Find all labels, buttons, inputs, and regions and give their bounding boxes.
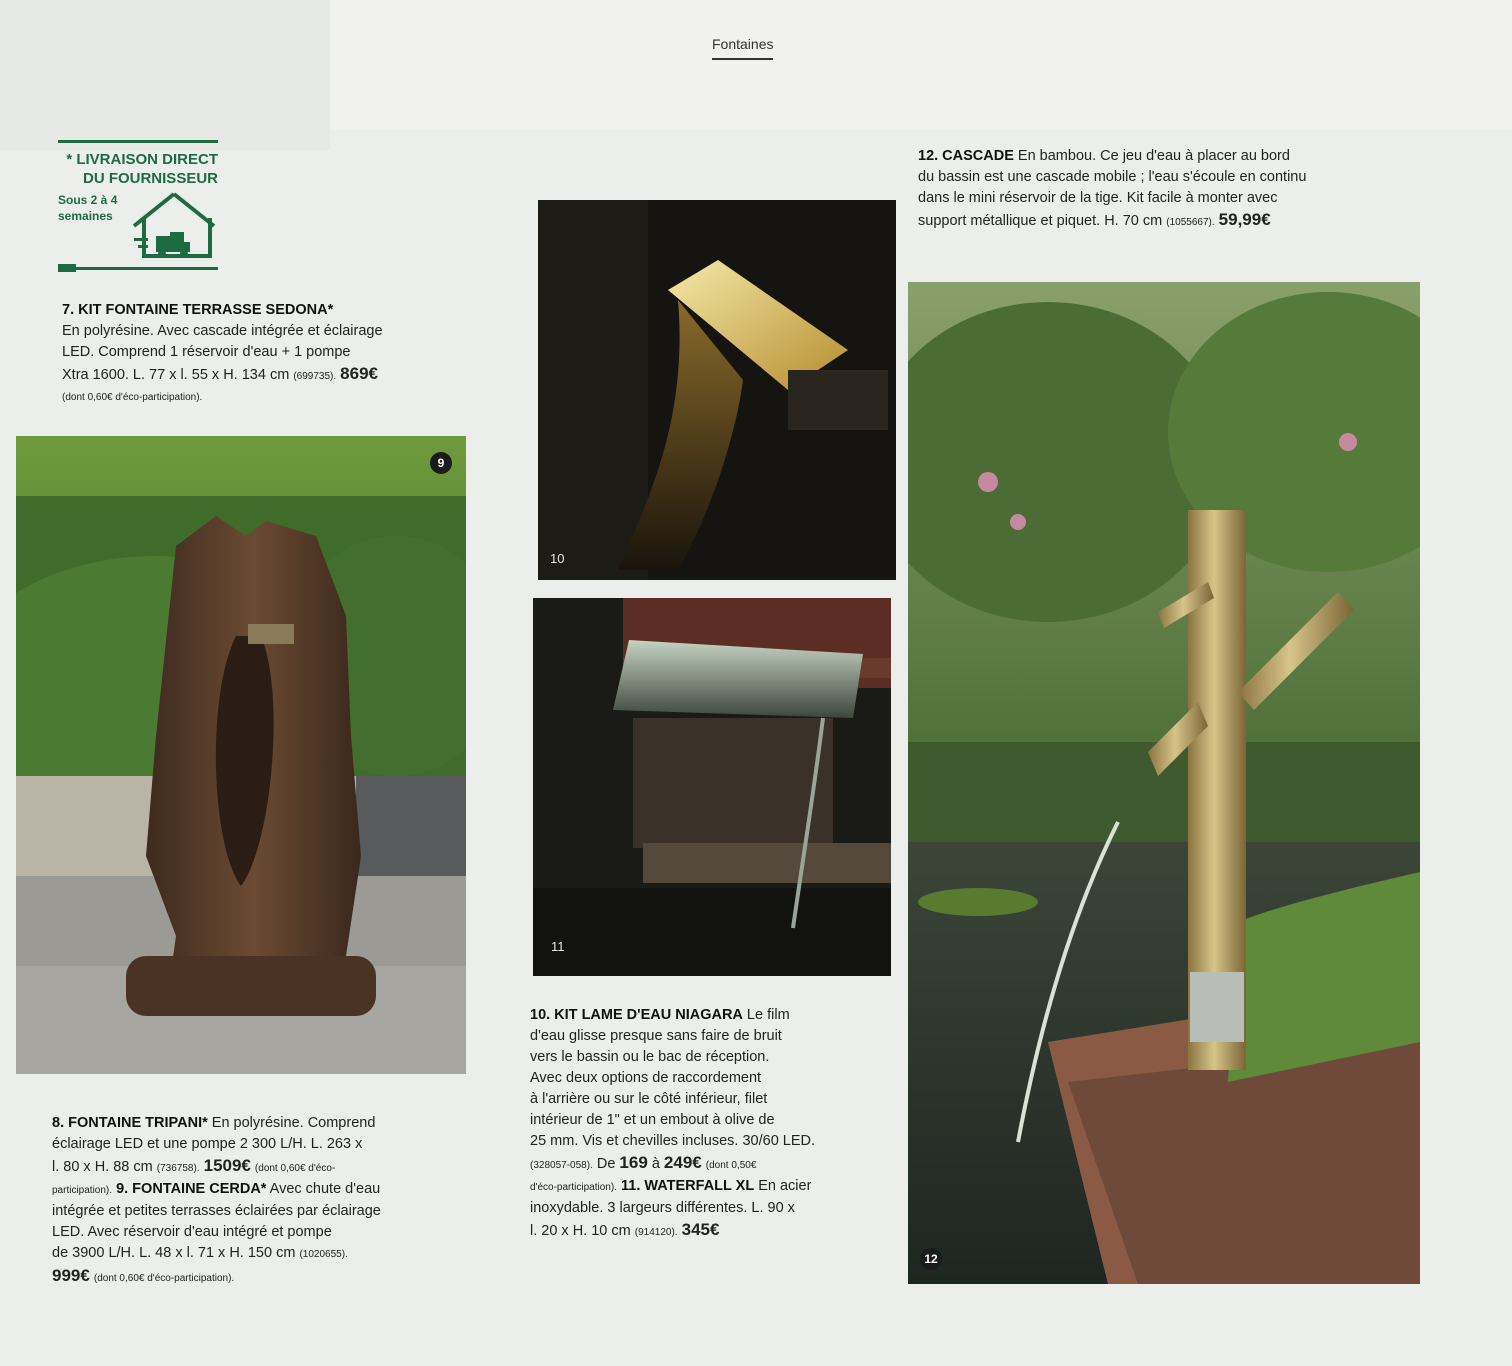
product-9-line2: intégrée et petites terrasses éclairées par éclairage bbox=[52, 1203, 381, 1219]
product-8-eco-part2: participation). bbox=[52, 1185, 113, 1196]
product-9-ref: (1020655). bbox=[299, 1249, 348, 1260]
product-9-line4: de 3900 L/H. L. 48 x l. 71 x H. 150 cm bbox=[52, 1245, 296, 1261]
product-9-line1: Avec chute d'eau bbox=[266, 1181, 381, 1197]
photo-11-illustration bbox=[533, 598, 891, 976]
delivery-delay-line1: Sous 2 à 4 bbox=[58, 193, 118, 207]
product-11-line3: l. 20 x H. 10 cm bbox=[530, 1223, 631, 1239]
product-9-heading: 9. FONTAINE CERDA* bbox=[116, 1181, 267, 1197]
product-7-line1: En polyrésine. Avec cascade intégrée et éclairage bbox=[62, 323, 383, 339]
product-10-line4: Avec deux options de raccordement bbox=[530, 1070, 762, 1086]
product-8-eco-part1: (dont 0,60€ d'éco- bbox=[254, 1163, 336, 1174]
photo-cascade-bambou bbox=[908, 282, 1420, 1284]
product-12-heading: 12. CASCADE bbox=[918, 148, 1014, 164]
product-10-from: De bbox=[592, 1156, 620, 1172]
product-12-description bbox=[918, 146, 1398, 233]
product-8-line1: En polyrésine. Comprend bbox=[207, 1115, 376, 1131]
product-7-heading: 7. KIT FONTAINE TERRASSE SEDONA* bbox=[62, 302, 334, 318]
delivery-delay-line2: semaines bbox=[58, 209, 113, 223]
product-10-line5: à l'arrière ou sur le côté inférieur, filet bbox=[530, 1091, 768, 1107]
delivery-badge bbox=[58, 140, 218, 272]
delivery-title bbox=[46, 150, 218, 188]
badge-top-rule bbox=[58, 140, 218, 143]
delivery-truck-house-icon bbox=[130, 190, 218, 268]
product-10-heading: 10. KIT LAME D'EAU NIAGARA bbox=[530, 1007, 743, 1023]
product-11-ref: (914120). bbox=[634, 1227, 678, 1238]
product-10-line6: intérieur de 1" et un embout à olive de bbox=[530, 1112, 775, 1128]
product-8-line3: l. 80 x H. 88 cm bbox=[52, 1159, 153, 1175]
badge-road-line bbox=[58, 262, 218, 272]
delivery-title-line2: DU FOURNISSEUR bbox=[82, 170, 218, 187]
product-8-price: 1509€ bbox=[203, 1156, 251, 1175]
photo-11-number: 11 bbox=[551, 939, 565, 954]
product-12-line2: du bassin est une cascade mobile ; l'eau s'écoule en continu bbox=[918, 169, 1307, 185]
product-11-heading: 11. WATERFALL XL bbox=[620, 1178, 755, 1194]
product-11-line2: inoxydable. 3 largeurs différentes. L. 90 x bbox=[530, 1200, 795, 1216]
product-10-line7: 25 mm. Vis et chevilles incluses. 30/60 LED. bbox=[530, 1133, 816, 1149]
product-12-price: 59,99€ bbox=[1218, 210, 1271, 229]
photo-9-illustration bbox=[16, 436, 466, 1074]
product-10-line1: Le film bbox=[742, 1007, 790, 1023]
product-10-11-description bbox=[530, 1005, 880, 1243]
product-7-ref: (699735). bbox=[293, 371, 337, 382]
product-12-line4: support métallique et piquet. H. 70 cm bbox=[918, 213, 1163, 229]
product-9-line3: LED. Avec réservoir d'eau intégré et pompe bbox=[52, 1224, 332, 1240]
product-10-eco-part1: (dont 0,50€ bbox=[705, 1160, 757, 1171]
product-10-line2: d'eau glisse presque sans faire de bruit bbox=[530, 1028, 782, 1044]
product-8-line2: éclairage LED et une pompe 2 300 L/H. L. 263 x bbox=[52, 1136, 363, 1152]
product-8-heading: 8. FONTAINE TRIPANI* bbox=[52, 1115, 208, 1131]
photo-10-number: 10 bbox=[550, 551, 565, 566]
product-8-9-description bbox=[52, 1113, 472, 1289]
photo-waterfall-xl bbox=[533, 598, 891, 976]
product-10-to: à bbox=[647, 1156, 664, 1172]
photo-fontaine-cerda bbox=[16, 436, 466, 1074]
photo-kit-lame-eau-niagara bbox=[538, 200, 896, 580]
page-background-top bbox=[330, 0, 1512, 130]
photo-12-badge: 12 bbox=[920, 1248, 942, 1270]
product-10-ref: (328057-058). bbox=[530, 1160, 593, 1171]
product-10-line3: vers le bassin ou le bac de réception. bbox=[530, 1049, 770, 1065]
product-7-line2: LED. Comprend 1 réservoir d'eau + 1 pompe bbox=[62, 344, 351, 360]
product-7-eco: (dont 0,60€ d'éco-participation). bbox=[62, 392, 203, 403]
product-10-price-max: 249€ bbox=[663, 1153, 702, 1172]
photo-9-badge: 9 bbox=[430, 452, 452, 474]
photo-10-illustration bbox=[538, 200, 896, 580]
product-10-price-min: 169 bbox=[619, 1153, 648, 1172]
product-7-line3: Xtra 1600. L. 77 x l. 55 x H. 134 cm bbox=[62, 367, 290, 383]
product-9-eco: (dont 0,60€ d'éco-participation). bbox=[93, 1273, 235, 1284]
section-title: Fontaines bbox=[712, 36, 773, 60]
delivery-delay bbox=[58, 192, 138, 224]
product-12-ref: (1055667). bbox=[1166, 217, 1215, 228]
product-11-price: 345€ bbox=[681, 1220, 720, 1239]
product-12-line1: En bambou. Ce jeu d'eau à placer au bord bbox=[1013, 148, 1290, 164]
page-background-left bbox=[0, 0, 330, 150]
photo-12-illustration bbox=[908, 282, 1420, 1284]
product-9-price: 999€ bbox=[52, 1266, 90, 1285]
product-8-ref: (736758). bbox=[156, 1163, 200, 1174]
product-11-line1: En acier bbox=[754, 1178, 812, 1194]
product-7-price: 869€ bbox=[340, 364, 378, 383]
product-12-line3: dans le mini réservoir de la tige. Kit facile à monter avec bbox=[918, 190, 1278, 206]
product-10-eco-part2: d'éco-participation). bbox=[530, 1182, 617, 1193]
product-7-description bbox=[62, 300, 482, 408]
delivery-title-line1: * LIVRAISON DIRECT bbox=[66, 151, 218, 168]
